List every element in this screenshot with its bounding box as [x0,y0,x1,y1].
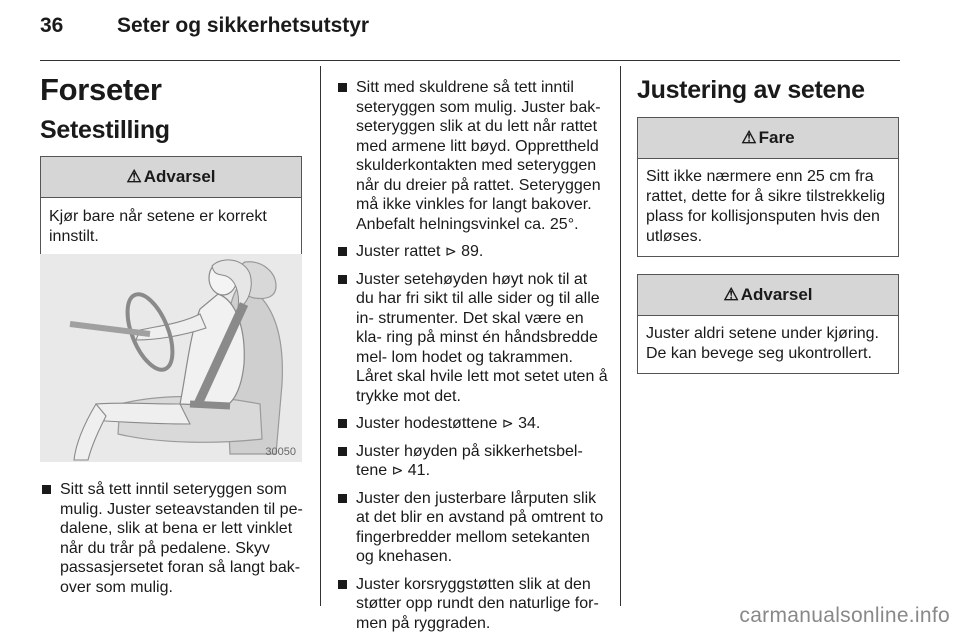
page-number: 36 [40,14,64,37]
left-bullet-list [40,480,306,605]
warning-text: Juster aldri setene under kjøring. De kan bevege seg ukontrollert. [646,325,879,362]
warning-text: Kjør bare når setene er korrekt innstilt. [49,208,267,245]
list-item: Juster høyden på sikkerhetsbel- tene ⊳ 41. [336,442,608,481]
list-item: Juster den justerbare lårputen slik at det blir en avstand på omtrent to fingerbredder mellom setekanten og knehasen. [336,489,608,567]
warning-box-right [637,274,899,374]
right-column [637,76,899,374]
warning-triangle-icon: ⚠ [741,128,757,147]
warning-box [40,156,302,259]
list-item: Sitt så tett inntil seteryggen som mulig. Juster seteavstanden til pe- dalene, slik at bena er lett vinklet når du trår på pedalene. Skyv passasjersetet foran så langt bak- over som mulig. [40,480,306,597]
reference-arrow-icon: ⊳ [444,243,457,259]
list-item: Juster setehøyden høyt nok til at du har fri sikt til alle sider og til alle in- strumenter. Det skal være en kla- ring på minst én håndsbredde mel- lom hodet og takrammen. Låret skal hvile lett mot setet uten å trykke mot det. [336,270,608,407]
danger-box-header [638,118,898,159]
page-reference[interactable]: 41. [407,462,431,479]
seat-position-illustration [40,254,302,462]
danger-text: Sitt ikke nærmere enn 25 cm fra rattet, dette for å sikre tilstrekkelig plass for kollisjonsputen hvis den utløses. [646,168,886,245]
warning-triangle-icon: ⚠ [126,167,142,186]
warning-triangle-icon: ⚠ [723,285,739,304]
page-reference[interactable]: 89. [461,243,484,260]
reference-arrow-icon: ⊳ [391,462,404,478]
page-reference[interactable]: 34. [518,415,541,432]
subsection-heading: Setestilling [40,116,170,144]
page-title: Seter og sikkerhetsutstyr [117,14,370,37]
driver-seat-drawing [40,254,302,462]
watermark: carmanualsonline.info [739,604,950,627]
column-divider-1 [320,66,321,606]
list-item: Juster korsryggstøtten slik at den støtter opp rundt den naturlige for- men på ryggraden. [336,575,608,634]
list-item: Juster rattet ⊳ 89. [336,242,608,262]
column-divider-2 [620,66,621,606]
list-item: Sitt med skuldrene så tett inntil seteryggen som mulig. Juster bak- seteryggen slik at du lett når rattet med armene litt bøyd. Opprettheld skulderkontakten med seteryggen når du dreier på rattet. Seteryggen må ikke vinkles for langt bakover. Anbefalt helningsvinkel ca. 25°. [336,78,608,234]
list-item: Juster hodestøttene ⊳ 34. [336,414,608,434]
figure-number: 30050 [265,446,296,458]
section-heading-adjustment: Justering av setene [637,76,865,104]
left-column [40,72,302,259]
warning-title: Advarsel [143,167,216,186]
reference-arrow-icon: ⊳ [501,415,514,431]
danger-box [637,117,899,257]
section-heading: Forseter [40,72,162,107]
warning-title: Advarsel [740,285,813,304]
warning-box-header [638,275,898,316]
warning-box-header [41,157,301,198]
danger-title: Fare [758,128,795,147]
middle-column [336,78,608,641]
header-rule [40,60,900,61]
